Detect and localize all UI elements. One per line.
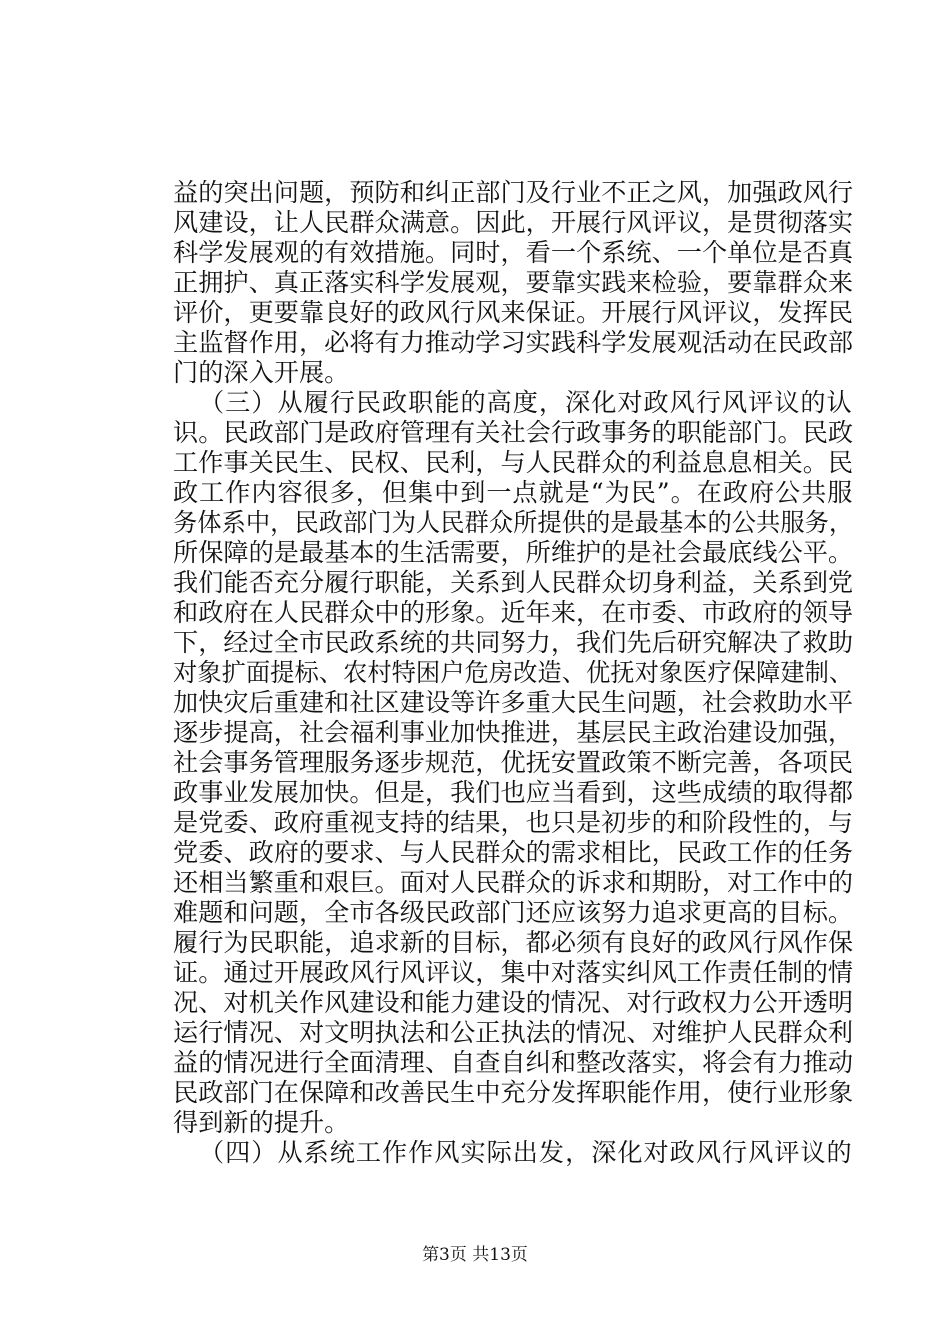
text-line: 况、对机关作风建设和能力建设的情况、对行政权力公开透明 — [173, 988, 854, 1017]
text-line: 社会事务管理服务逐步规范，优抚安置政策不断完善，各项民 — [173, 748, 854, 777]
text-line: 政工作内容很多，但集中到一点就是“为民”。在政府公共服 — [173, 478, 854, 507]
text-line: 正拥护、真正落实科学发展观，要靠实践来检验，要靠群众来 — [173, 268, 854, 297]
text-line: 下，经过全市民政系统的共同努力，我们先后研究解决了救助 — [173, 628, 854, 657]
text-line: 和政府在人民群众中的形象。近年来，在市委、市政府的领导 — [173, 598, 854, 627]
text-line: 难题和问题，全市各级民政部门还应该努力追求更高的目标。 — [173, 898, 854, 927]
text-line: 履行为民职能，追求新的目标，都必须有良好的政风行风作保 — [173, 928, 854, 957]
text-line: 主监督作用，必将有力推动学习实践科学发展观活动在民政部 — [173, 328, 854, 357]
paragraph-start-line: （四）从系统工作作风实际出发，深化对政风行风评议的 — [199, 1138, 853, 1167]
text-line: 识。民政部门是政府管理有关社会行政事务的职能部门。民政 — [173, 418, 854, 447]
text-line: 评价，更要靠良好的政风行风来保证。开展行风评议，发挥民 — [173, 298, 854, 327]
text-line: 益的突出问题，预防和纠正部门及行业不正之风，加强政风行 — [173, 178, 854, 207]
text-line: 逐步提高，社会福利事业加快推进，基层民主政治建设加强， — [173, 718, 854, 747]
text-line: 党委、政府的要求、与人民群众的需求相比，民政工作的任务 — [173, 838, 854, 867]
text-line: 是党委、政府重视支持的结果，也只是初步的和阶段性的，与 — [173, 808, 854, 837]
page-footer — [0, 1244, 950, 1266]
paragraph-start-line: （三）从履行民政职能的高度，深化对政风行风评议的认 — [199, 388, 853, 417]
text-line: 务体系中，民政部门为人民群众所提供的是最基本的公共服务， — [173, 508, 854, 537]
text-line: 还相当繁重和艰巨。面对人民群众的诉求和期盼，对工作中的 — [173, 868, 854, 897]
text-line: 所保障的是最基本的生活需要，所维护的是社会最底线公平。 — [173, 538, 854, 567]
text-line: 证。通过开展政风行风评议，集中对落实纠风工作责任制的情 — [173, 958, 854, 987]
page-number: 第3页 共13页 — [422, 1245, 528, 1265]
text-line: 科学发展观的有效措施。同时，看一个系统、一个单位是否真 — [173, 238, 854, 267]
text-line: 政事业发展加快。但是，我们也应当看到，这些成绩的取得都 — [173, 778, 854, 807]
text-line: 运行情况、对文明执法和公正执法的情况、对维护人民群众利 — [173, 1018, 854, 1047]
text-line: 我们能否充分履行职能，关系到人民群众切身利益，关系到党 — [173, 568, 854, 597]
text-line: 工作事关民生、民权、民利，与人民群众的利益息息相关。民 — [173, 448, 854, 477]
text-line: 门的深入开展。 — [173, 358, 350, 387]
text-line: 加快灾后重建和社区建设等许多重大民生问题，社会救助水平 — [173, 688, 854, 717]
text-line: 得到新的提升。 — [173, 1108, 350, 1137]
text-line: 民政部门在保障和改善民生中充分发挥职能作用，使行业形象 — [173, 1078, 854, 1107]
text-line: 益的情况进行全面清理、自查自纠和整改落实，将会有力推动 — [173, 1048, 854, 1077]
text-line: 对象扩面提标、农村特困户危房改造、优抚对象医疗保障建制、 — [173, 658, 854, 687]
text-line: 风建设，让人民群众满意。因此，开展行风评议，是贯彻落实 — [173, 208, 854, 237]
